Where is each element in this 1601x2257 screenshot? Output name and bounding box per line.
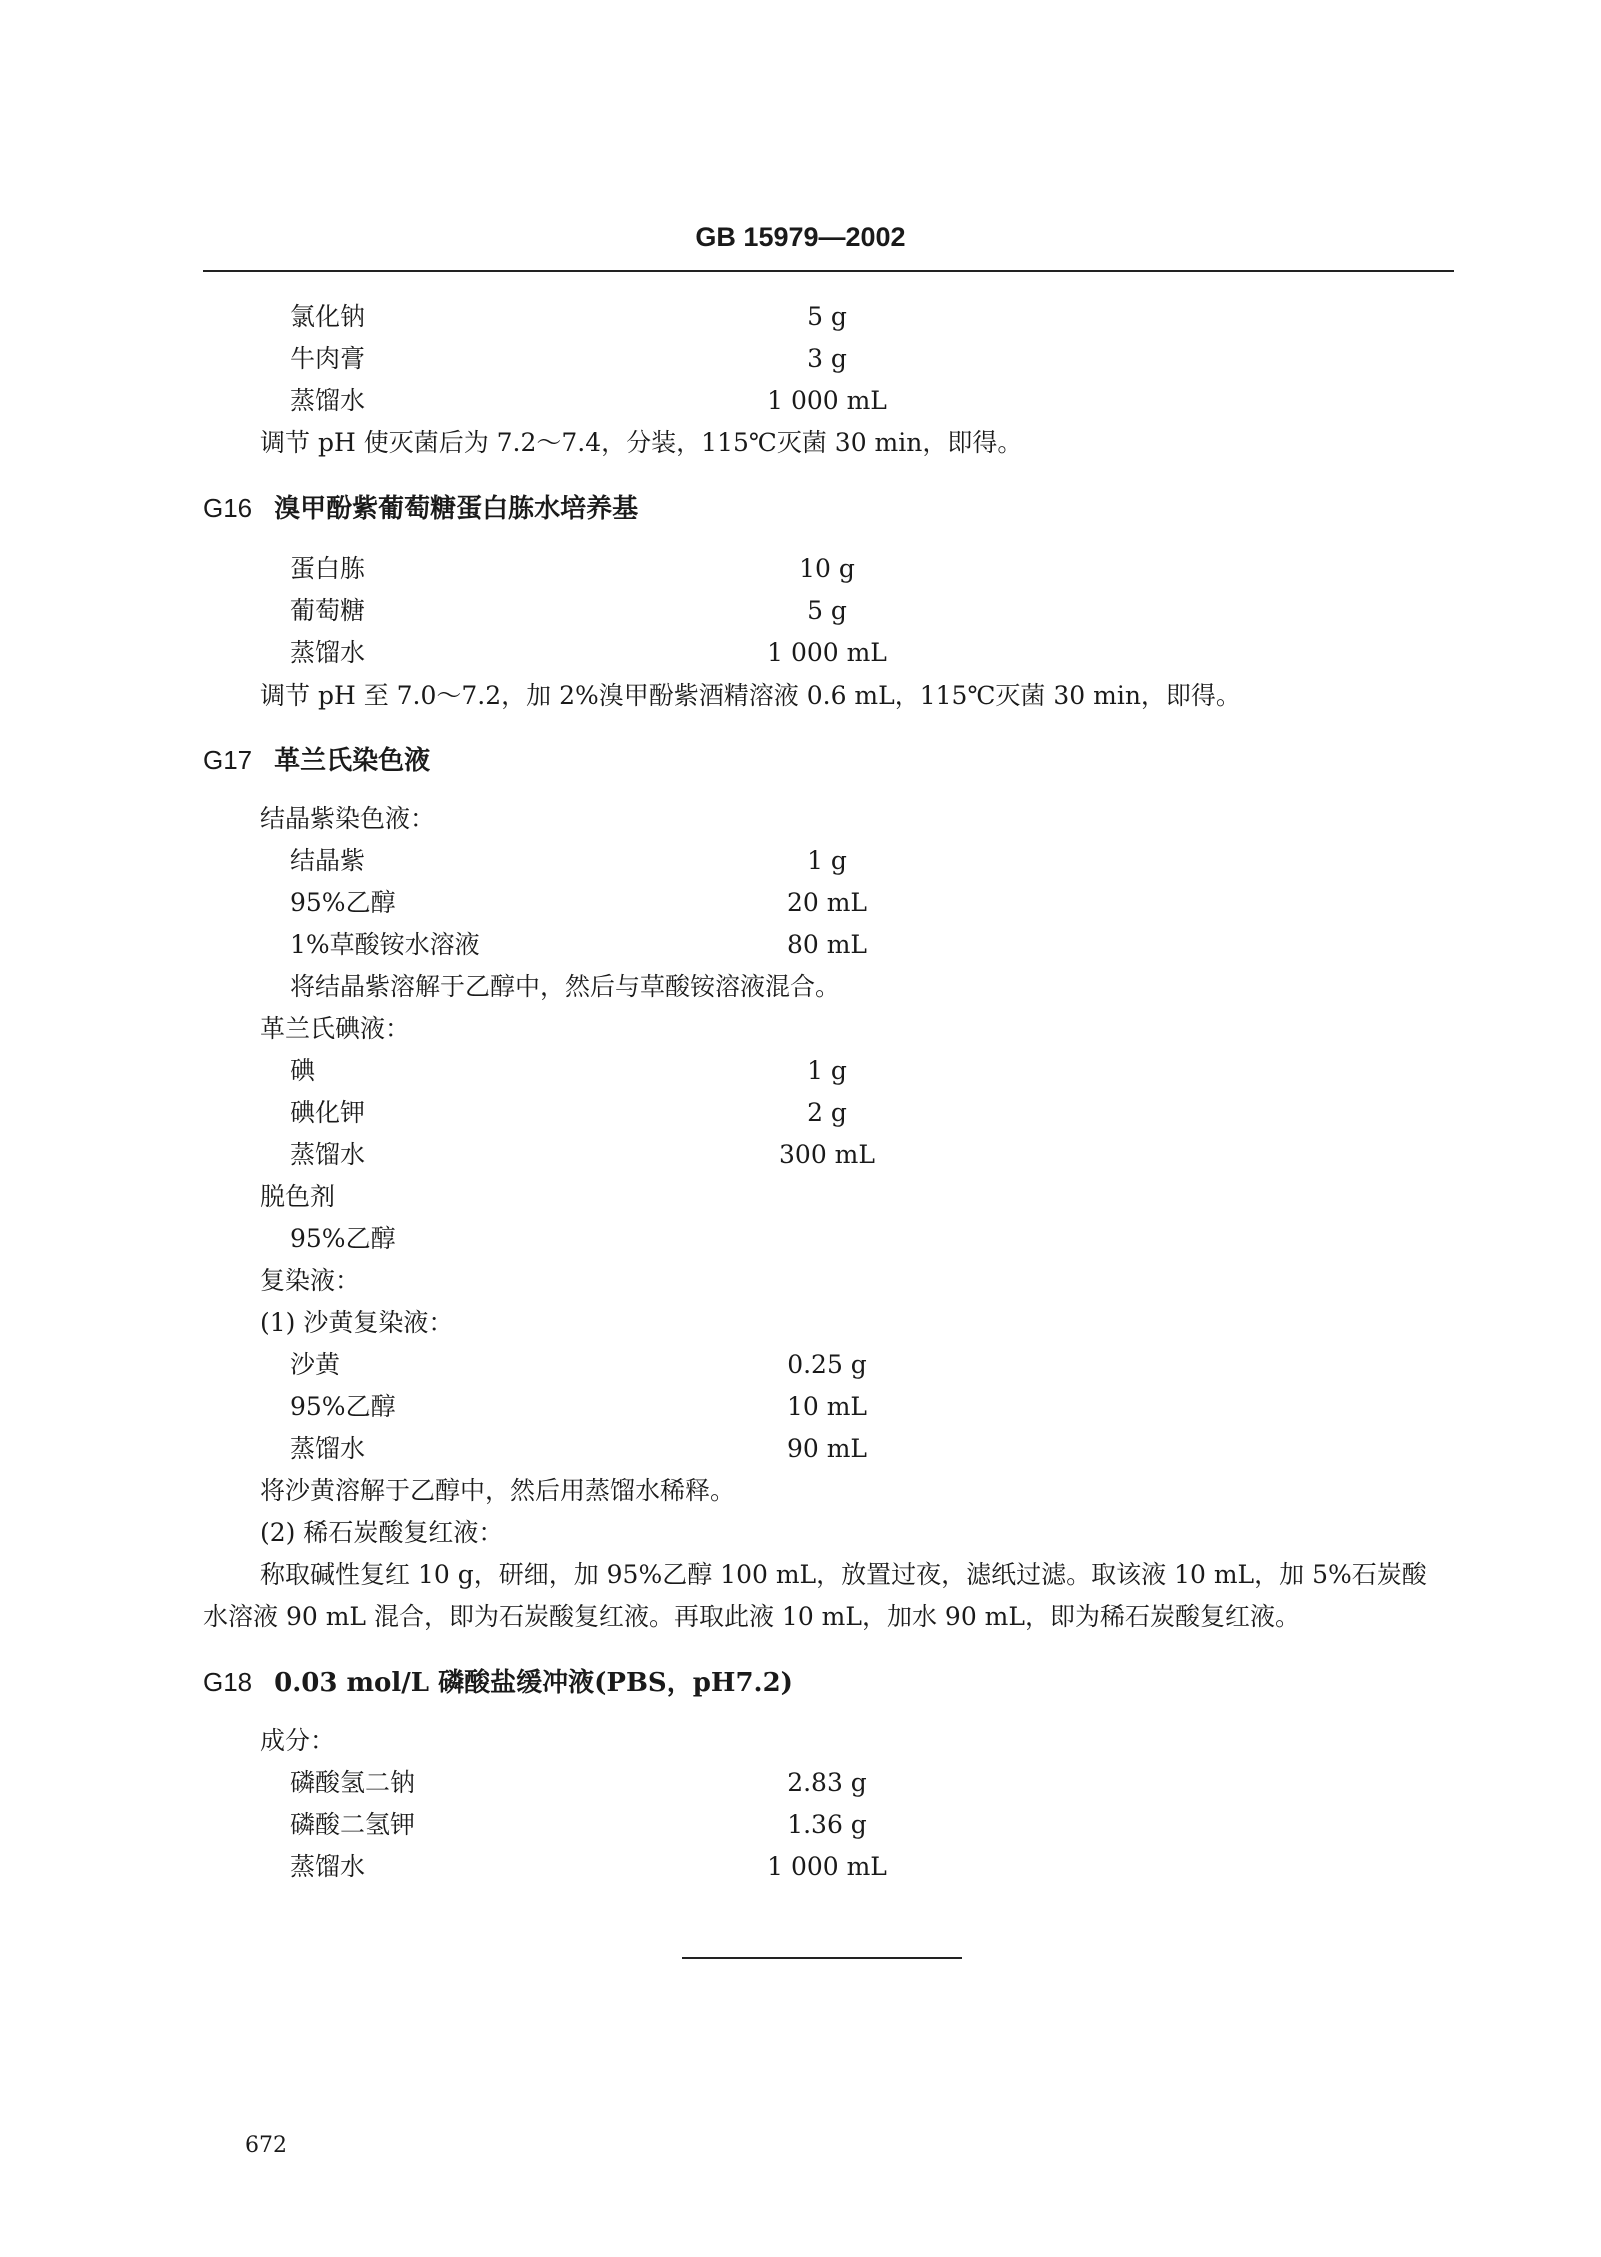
ingredient-name: 1%草酸铵水溶液: [290, 930, 480, 959]
ingredient-name: 碘: [290, 1056, 316, 1085]
ingredient-name: 95%乙醇: [290, 1392, 396, 1421]
section-heading-g18: [203, 1662, 793, 1702]
ingredient-qty: 0.25 g: [787, 1350, 867, 1379]
ingredient-name: 牛肉膏: [290, 344, 366, 373]
section-title: 革兰氏染色液: [274, 746, 431, 776]
ingredient-qty: 2 g: [807, 1098, 847, 1127]
preparation-note: 将沙黄溶解于乙醇中，然后用蒸馏水稀释。: [260, 1476, 736, 1505]
ingredient-qty: 5 g: [807, 596, 847, 625]
subsection-heading: (2) 稀石炭酸复红液：: [260, 1518, 504, 1547]
preparation-paragraph: 称取碱性复红 10 g，研细，加 95%乙醇 100 mL，放置过夜，滤纸过滤。取该液 10 mL，加 5%石炭酸: [260, 1560, 1427, 1589]
ingredient-name: 蒸馏水: [290, 638, 366, 667]
ingredient-qty: 1 000 mL: [767, 1852, 887, 1881]
ingredient-qty: 1 g: [807, 1056, 847, 1085]
subsection-heading: (1) 沙黄复染液：: [260, 1308, 454, 1337]
ingredient-name: 蒸馏水: [290, 1852, 366, 1881]
ingredient-name: 磷酸二氢钾: [290, 1810, 416, 1839]
ingredient-qty: 10 g: [799, 554, 855, 583]
ingredient-name: 碘化钾: [290, 1098, 366, 1127]
ingredient-qty: 5 g: [807, 302, 847, 331]
section-heading-g16: [203, 488, 638, 528]
ingredient-qty: 3 g: [807, 344, 847, 373]
section-heading-g17: [203, 740, 430, 780]
section-title: 0.03 mol/L 磷酸盐缓冲液(PBS，pH7.2): [274, 1668, 793, 1698]
ingredient-qty: 80 mL: [786, 930, 868, 959]
header-divider: [203, 270, 1454, 272]
subsection-heading: 革兰氏碘液：: [260, 1014, 411, 1043]
subsection-heading: 结晶紫染色液：: [260, 804, 436, 833]
section-number: G18: [203, 1667, 253, 1697]
ingredient-qty: 1 000 mL: [767, 386, 887, 415]
subsection-heading: 成分：: [260, 1726, 336, 1755]
ingredient-name: 氯化钠: [290, 302, 366, 331]
end-divider: [682, 1957, 962, 1959]
page-header-title: GB 15979—2002: [695, 222, 906, 252]
instruction-text: 调节 pH 至 7.0～7.2，加 2%溴甲酚紫酒精溶液 0.6 mL，115℃灭菌 30 min，即得。: [260, 681, 1241, 710]
ingredient-qty: 1 000 mL: [767, 638, 887, 667]
ingredient-name: 95%乙醇: [290, 888, 396, 917]
preparation-paragraph: 水溶液 90 mL 混合，即为石炭酸复红液。再取此液 10 mL，加水 90 mL，即为稀石炭酸复红液。: [203, 1602, 1300, 1631]
ingredient-qty: 2.83 g: [787, 1768, 867, 1797]
page-number: 672: [245, 2133, 287, 2158]
ingredient-qty: 1 g: [807, 846, 847, 875]
preparation-note: 将结晶紫溶解于乙醇中，然后与草酸铵溶液混合。: [290, 972, 841, 1001]
ingredient-name: 95%乙醇: [290, 1224, 396, 1253]
ingredient-name: 蒸馏水: [290, 1140, 366, 1169]
ingredient-qty: 20 mL: [786, 888, 868, 917]
subsection-heading: 脱色剂: [260, 1182, 336, 1211]
ingredient-name: 葡萄糖: [290, 596, 366, 625]
instruction-text: 调节 pH 使灭菌后为 7.2～7.4，分装，115℃灭菌 30 min，即得。: [260, 428, 1023, 457]
section-number: G16: [203, 493, 253, 523]
ingredient-name: 结晶紫: [290, 846, 366, 875]
ingredient-name: 蛋白胨: [290, 554, 366, 583]
ingredient-qty: 10 mL: [786, 1392, 868, 1421]
section-title: 溴甲酚紫葡萄糖蛋白胨水培养基: [274, 494, 639, 524]
section-number: G17: [203, 745, 253, 775]
ingredient-name: 蒸馏水: [290, 1434, 366, 1463]
ingredient-name: 磷酸氢二钠: [290, 1768, 416, 1797]
ingredient-name: 蒸馏水: [290, 386, 366, 415]
ingredient-qty: 300 mL: [779, 1140, 875, 1169]
subsection-heading: 复染液：: [260, 1266, 361, 1295]
ingredient-qty: 90 mL: [786, 1434, 868, 1463]
ingredient-qty: 1.36 g: [787, 1810, 867, 1839]
ingredient-name: 沙黄: [290, 1350, 341, 1379]
